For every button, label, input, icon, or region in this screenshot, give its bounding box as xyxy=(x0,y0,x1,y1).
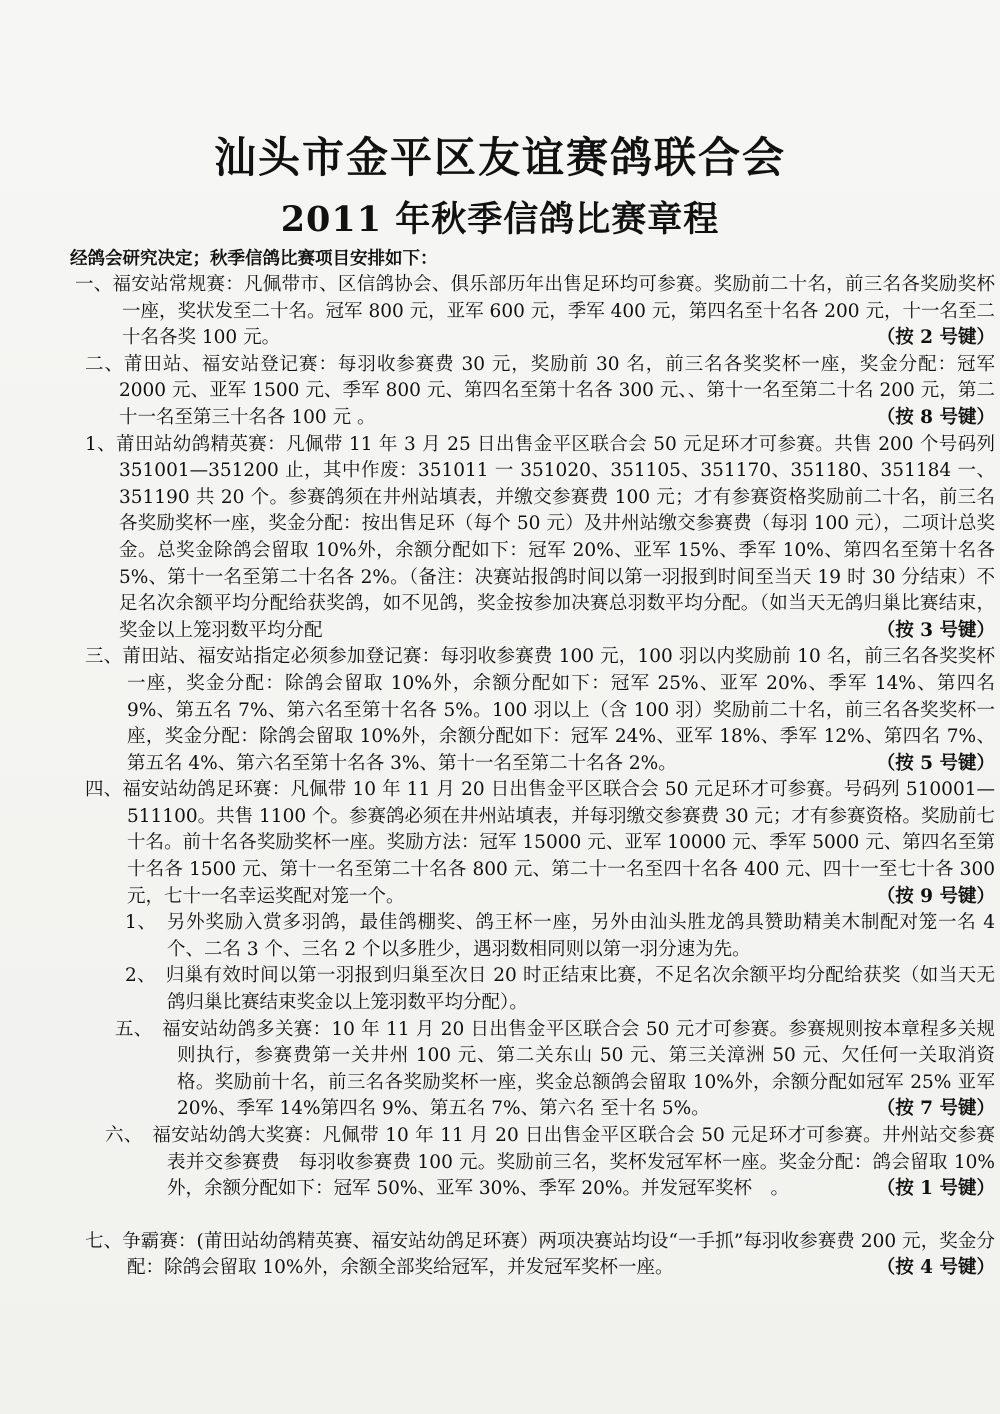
section-label: 1、莆田站幼鸽精英赛： xyxy=(85,433,287,455)
section-label: 五、 福安站幼鸽多关赛： xyxy=(115,1018,332,1040)
section-text: 凡佩带 11 年 3 月 25 日出售金平区联合会 50 元足环才可参赛。共售 200 个号码列 351001—351200 止，其中作废：351011 一 351020、351105、351170、351180、351184 一、351190 共 20 个。参赛鸽须在井州站填表，并缴交参赛费 100 元；才有参赛资格奖励前二十名，前三名各奖励奖杯一座，奖金分配：按出售足环（每个 50 元）及井州站缴交参赛费（每羽 100 元），二项计总奖金。总奖金除鸽会留取 10%外，余额分配如下：冠军 20%、亚军 15%、季军 10%、第四名至第十名各 5%、第十一名至第二十名各 2%。（备注：决赛站报鸽时间以第一羽报到时间至当天 19 时 30 分结束）不足名次余额平均分配给获奖鸽，如不见鸽，奖金按参加决赛总羽数平均分配。（如当天无鸽归巢比赛结束，奖金以上笼羽数平均分配 xyxy=(119,433,995,641)
key-hint: （按 5 号键） xyxy=(876,752,995,774)
section-text: 10 年 11 月 20 日出售金平区联合会 50 元才可参赛。参赛规则按本章程多关规则执行，参赛费第一关井州 100 元、第二关东山 50 元、第三关漳洲 50 元、欠任何一关取消资格。奖励前十名，前三名各奖励奖杯一座，奖金总额鸽会留取 10%外，余额分配如冠军 25% 亚军 20%、季军 14%第四名 9%、第五名 7%、第六名 至十名 5%。 xyxy=(177,1018,995,1120)
document-body xyxy=(70,246,995,1282)
section-4-2 xyxy=(110,963,995,1016)
section-text: 每羽收参赛费 30 元，奖励前 30 名，前三名各奖奖杯一座，奖金分配：冠军 2000 元、亚军 1500 元、季军 800 元、第四名至第十名各 300 元、、第十一名至第二十名 200 元，第二十一名至第三十名各 100 元 。 xyxy=(119,353,995,428)
section-3 xyxy=(70,644,995,777)
section-2-1 xyxy=(70,432,995,645)
document-subtitle: 2011 年秋季信鸽比赛章程 xyxy=(280,199,720,240)
key-hint: （按 3 号键） xyxy=(876,619,995,641)
section-label: 二、莆田站、福安站登记赛： xyxy=(85,353,338,375)
section-4 xyxy=(70,777,995,910)
section-text: 凡佩带市、区信鸽协会、俱乐部历年出售足环均可参赛。奖励前二十名，前三名各奖励奖杯一座，奖状发至二十名。冠军 800 元，亚军 600 元，季军 400 元，第四名至十名各 200 元，十一名至二十名各奖 100 元。 xyxy=(122,274,995,349)
section-text: 不足名次余额平均分配给获奖（如当天无鸽归巢比赛结束奖金以上笼羽数平均分配）。 xyxy=(167,965,995,1014)
key-hint: （按 7 号键） xyxy=(876,1098,995,1120)
section-text: 最佳鸽棚奖、鸽王杯一座，另外由汕头胜龙鸽具赞助精美木制配对笼一名 4 个、二名 3 个、三名 2 个以多胜少，遇羽数相同则以第一羽分速为先。 xyxy=(167,912,996,960)
section-label: 四、福安站幼鸽足环赛： xyxy=(85,779,291,801)
section-label: 六、 福安站幼鸽大奖赛： xyxy=(105,1125,323,1146)
section-6 xyxy=(90,1123,995,1203)
section-2 xyxy=(70,352,995,432)
document-title: 汕头市金平区友谊赛鸽联合会 xyxy=(213,133,786,182)
section-label: 三、莆田站、福安站指定必须参加登记赛： xyxy=(85,646,441,668)
section-label: 1、 另外奖励入赏多羽鸽， xyxy=(125,912,360,934)
section-text: 每羽收参赛费 100 元，100 羽以内奖励前 10 名，前三名各奖奖杯一座，奖金分配：除鸽会留取 10%外，余额分配如下：冠军 25%、亚军 20%、季军 14%、第四名 9%、第五名 7%、第六名至第十名各 5%。100 羽以上（含 100 羽）奖励前二十名，前三名各奖奖杯一座，奖金分配：除鸽会留取 10%外，余额分配如下：冠军 24%、亚军 18%、季军 12%、第四名 7%、第五名 4%、第六名至第十名各 3%、第十一名至第二十名各 2%。 xyxy=(127,646,995,774)
key-hint: （按 2 号键） xyxy=(876,327,995,349)
key-hint: （按 8 号键） xyxy=(876,406,995,428)
section-4-1 xyxy=(110,910,995,963)
key-hint: （按 4 号键） xyxy=(876,1257,995,1279)
section-1 xyxy=(60,272,995,352)
intro-line: 经鸽会研究决定；秋季信鸽比赛项目安排如下： xyxy=(70,249,438,269)
section-text: 凡佩带 10 年 11 月 20 日出售金平区联合会 50 元足环才可参赛。井州站交参赛表并交参赛费 每羽收参赛费 100 元。奖励前三名，奖杯发冠军杯一座。奖金分配：鸽会留取 10%外，余额分配如下：冠军 50%、亚军 30%、季军 20%。并发冠军奖杯 。 xyxy=(167,1125,995,1200)
key-hint: （按 9 号键） xyxy=(876,885,995,907)
key-hint: （按 1 号键） xyxy=(876,1178,995,1200)
section-text: (莆田站幼鸽精英赛、福安站幼鸽足环赛）两项决赛站均设“一手抓”每羽收参赛费 200 元，奖金分配：除鸽会留取 10%外，余额全部奖给冠军，并发冠军奖杯一座。 xyxy=(127,1230,995,1279)
section-label: 一、福安站常规赛： xyxy=(75,274,245,295)
section-label: 七、争霸赛： xyxy=(85,1230,197,1252)
section-5 xyxy=(100,1017,995,1123)
section-label: 2、 归巢有效时间以第一羽报到归巢至次日 20 时正结束比赛， xyxy=(125,965,656,987)
section-7 xyxy=(70,1229,995,1282)
section-text: 凡佩带 10 年 11 月 20 日出售金平区联合会 50 元足环才可参赛。号码列 510001—511100。共售 1100 个。参赛鸽必须在井州站填表，并每羽缴交参赛费 30 元；才有参赛资格。奖励前七十名。前十名各奖励奖杯一座。奖励方法：冠军 15000 元、亚军 10000 元、季军 5000 元、第四名至第十名各 1500 元、第十一名至第二十名各 800 元、第二十一名至四十名各 400 元、四十一至七十各 300 元，七十一名幸运奖配对笼一个。 xyxy=(127,779,995,907)
